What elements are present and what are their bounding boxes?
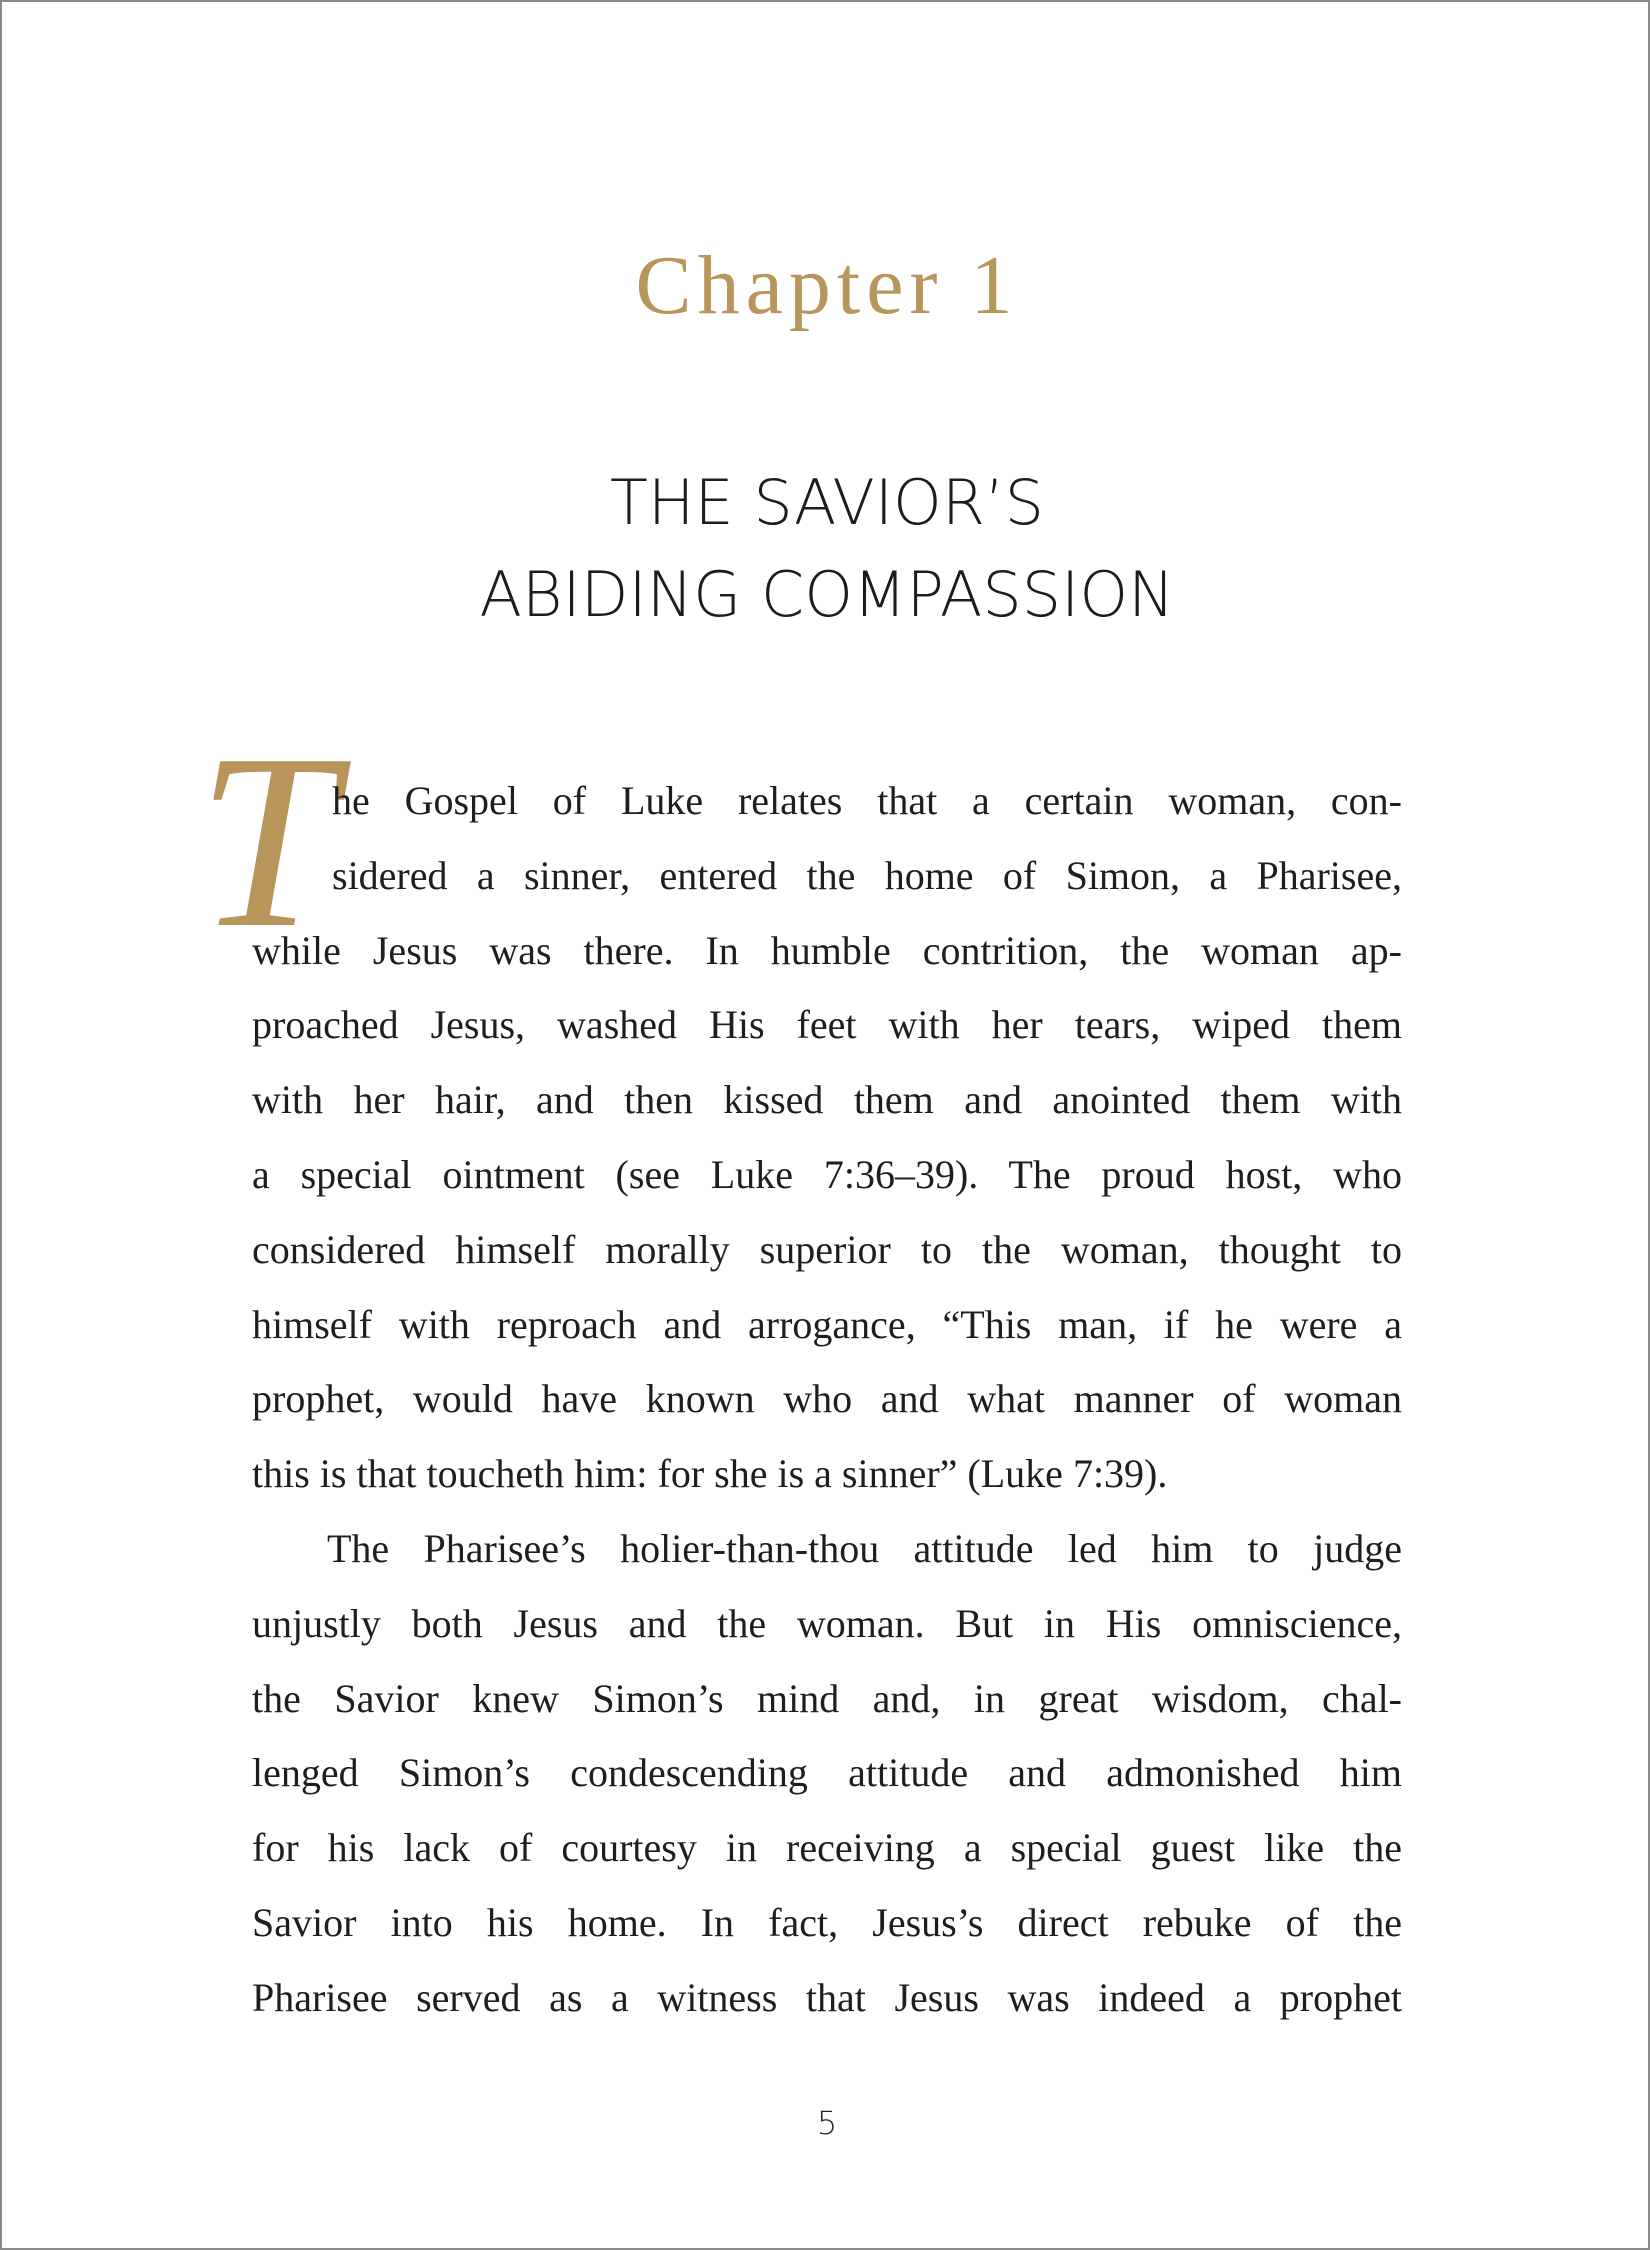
- chapter-title: [2, 457, 1650, 641]
- text-line: the Savior knew Simon’s mind and, in great wisdom, chal-: [252, 1675, 1402, 1721]
- text-line: a special ointment (see Luke 7:36–39). The proud host, who: [252, 1151, 1402, 1197]
- text-line: proached Jesus, washed His feet with her tears, wiped them: [252, 1002, 1402, 1048]
- text-line: with her hair, and then kissed them and anointed them with: [252, 1077, 1402, 1123]
- chapter-label: Chapter 1: [635, 239, 1019, 332]
- text-line: Savior into his home. In fact, Jesus’s direct rebuke of the: [252, 1899, 1402, 1945]
- text-line: himself with reproach and arrogance, “This man, if he were a: [252, 1301, 1402, 1347]
- text-line: he Gospel of Luke relates that a certain woman, con-: [332, 778, 1402, 823]
- text-line: The Pharisee’s holier-than-thou attitude led him to judge: [327, 1525, 1402, 1571]
- chapter-title-line-1: THE SAVIOR’S: [610, 466, 1044, 539]
- text-line: unjustly both Jesus and the woman. But in His omniscience,: [252, 1600, 1402, 1646]
- text-line: Pharisee served as a witness that Jesus was indeed a prophet: [252, 1974, 1402, 2020]
- text-line: sidered a sinner, entered the home of Simon, a Pharisee,: [332, 852, 1402, 898]
- chapter-title-line-2: ABIDING COMPASSION: [479, 558, 1175, 631]
- text-line: this is that toucheth him: for she is a sinner” (Luke 7:39).: [252, 1451, 1168, 1497]
- text-line: prophet, would have known who and what manner of woman: [252, 1376, 1402, 1422]
- text-line: for his lack of courtesy in receiving a special guest like the: [252, 1825, 1402, 1871]
- body-text: [252, 764, 1402, 2036]
- text-line: considered himself morally superior to the woman, thought to: [252, 1226, 1402, 1272]
- text-line: while Jesus was there. In humble contrition, the woman ap-: [252, 927, 1402, 973]
- page-number: 5: [816, 2104, 838, 2142]
- text-line: lenged Simon’s condescending attitude and admonished him: [252, 1750, 1402, 1796]
- drop-cap: T: [197, 703, 337, 980]
